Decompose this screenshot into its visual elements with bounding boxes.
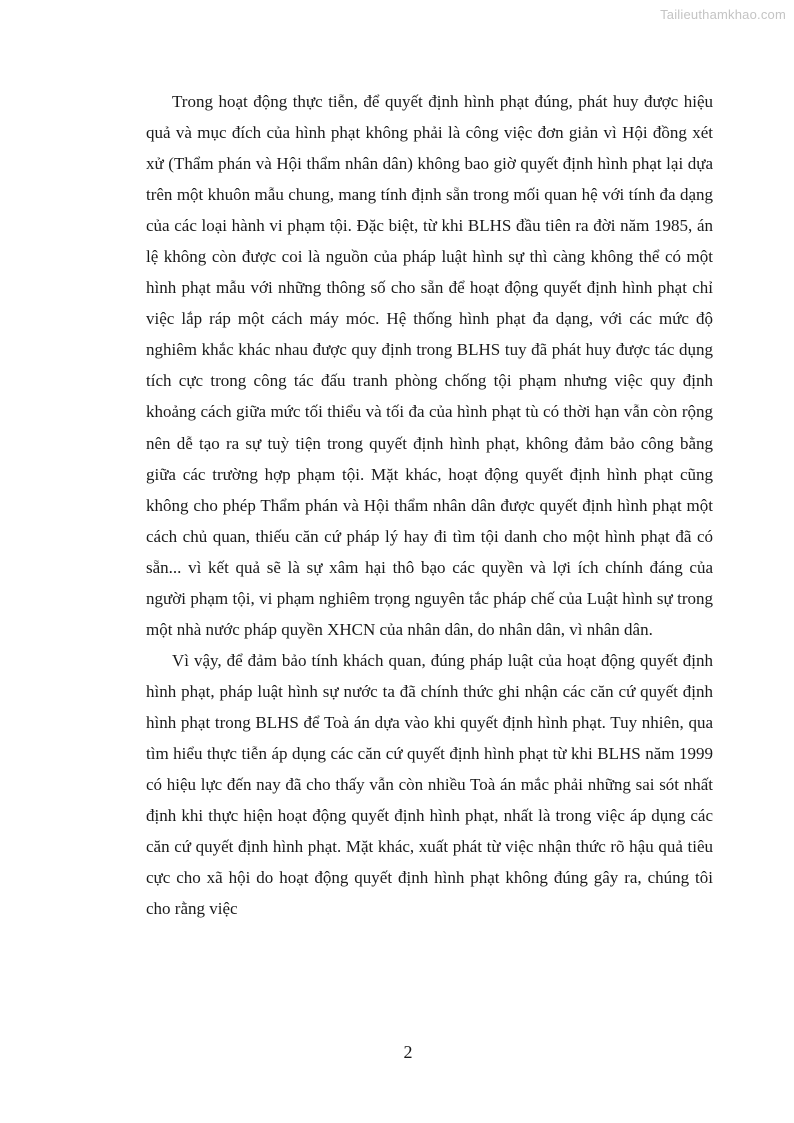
site-watermark: Tailieuthamkhao.com [660,7,786,22]
page-number: 2 [403,1042,413,1062]
paragraph-1: Trong hoạt động thực tiễn, để quyết định hình phạt đúng, phát huy được hiệu quả và mục đích của hình phạt không phải là công việc đơn giản vì Hội đồng xét xử (Thẩm phán và Hội thẩm nhân dân) không bao giờ quyết định hình phạt lại dựa trên một khuôn mẫu chung, mang tính định sẵn trong mối quan hệ với tính đa dạng của các loại hành vi phạm tội. Đặc biệt, từ khi BLHS đầu tiên ra đời năm 1985, án lệ không còn được coi là nguồn của pháp luật hình sự thì càng không thể có một hình phạt mẫu với những thông số cho sẵn để hoạt động quyết định hình phạt chỉ việc lắp ráp một cách máy móc. Hệ thống hình phạt đa dạng, với các mức độ nghiêm khắc khác nhau được quy định trong BLHS tuy đã phát huy được tác dụng tích cực trong công tác đấu tranh phòng chống tội phạm nhưng việc quy định khoảng cách giữa mức tối thiểu và tối đa của hình phạt tù có thời hạn vẫn còn rộng nên dễ tạo ra sự tuỳ tiện trong quyết định hình phạt, không đảm bảo công bằng giữa các trường hợp phạm tội. Mặt khác, hoạt động quyết định hình phạt cũng không cho phép Thẩm phán và Hội thẩm nhân dân được quyết định hình phạt một cách chủ quan, thiếu căn cứ pháp lý hay đi tìm tội danh cho một hình phạt đã có sẵn... vì kết quả sẽ là sự xâm hại thô bạo các quyền và lợi ích chính đáng của người phạm tội, vi phạm nghiêm trọng nguyên tắc pháp chế của Luật hình sự trong một nhà nước pháp quyền XHCN của nhân dân, do nhân dân, vì nhân dân. [146,92,713,639]
paragraph-2: Vì vậy, để đảm bảo tính khách quan, đúng pháp luật của hoạt động quyết định hình phạt, pháp luật hình sự nước ta đã chính thức ghi nhận các căn cứ quyết định hình phạt trong BLHS để Toà án dựa vào khi quyết định hình phạt. Tuy nhiên, qua tìm hiểu thực tiễn áp dụng các căn cứ quyết định hình phạt từ khi BLHS năm 1999 có hiệu lực đến nay đã cho thấy vẫn còn nhiều Toà án mắc phải những sai sót nhất định khi thực hiện hoạt động quyết định hình phạt, nhất là trong việc áp dụng các căn cứ quyết định hình phạt. Mặt khác, xuất phát từ việc nhận thức rõ hậu quả tiêu cực cho xã hội do hoạt động quyết định hình phạt không đúng gây ra, chúng tôi cho rằng việc [146,650,713,919]
document-body [146,86,713,924]
